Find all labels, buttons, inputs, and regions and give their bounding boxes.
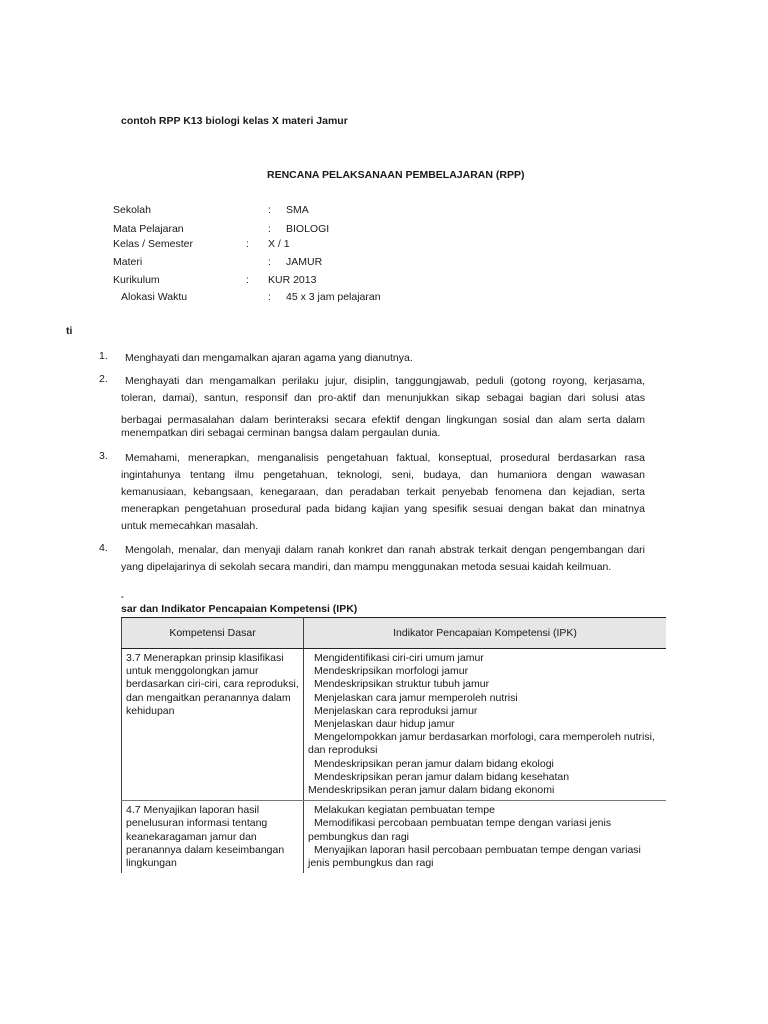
- column-header-kd: Kompetensi Dasar: [122, 618, 304, 649]
- identity-value-materi: JAMUR: [286, 256, 323, 268]
- indicator-item: Menjelaskan daur hidup jamur: [314, 718, 455, 731]
- indicator-item: Mendeskripsikan morfologi jamur: [314, 665, 469, 678]
- page-title: RENCANA PELAKSANAAN PEMBELAJARAN (RPP): [267, 169, 525, 181]
- table-section-title: sar dan Indikator Pencapaian Kompetensi (IPK): [121, 603, 358, 615]
- document-title: contoh RPP K13 biologi kelas X materi Jamur: [121, 115, 348, 127]
- table-row: [122, 801, 667, 874]
- competency-table: [121, 617, 666, 873]
- identity-colon: :: [246, 238, 249, 250]
- indicator-item: Melakukan kegiatan pembuatan tempe: [314, 804, 495, 817]
- section-heading-fragment: ti: [66, 325, 73, 337]
- identity-value-sekolah: SMA: [286, 204, 309, 216]
- indicator-item: Menyajikan laporan hasil percobaan pembuatan tempe dengan variasi jenis pembungkus dan ragi: [308, 843, 641, 870]
- identity-value-mata-pelajaran: BIOLOGI: [286, 223, 330, 235]
- column-header-ipk: Indikator Pencapaian Kompetensi (IPK): [304, 618, 667, 649]
- core-competency-3: Memahami, menerapkan, menganalisis pengetahuan faktual, konseptual, prosedural berdasarkan rasa ingintahunya tentang ilmu pengetahuan, teknologi, seni, budaya, dan humaniora dengan wawasan kemanusiaan, kebangsaan, kenegaraan, dan peradaban terkait penyebab fenomena dan kejadian, serta menerapkan pengetahuan prosedural pada bidang kajian yang spesifik sesuai dengan bakat dan minatnya untuk memecahkan masalah.: [121, 452, 645, 532]
- table-row: [122, 649, 667, 801]
- core-competency-1: Menghayati dan mengamalkan ajaran agama yang dianutnya.: [125, 352, 413, 364]
- identity-label-mata-pelajaran: Mata Pelajaran: [113, 223, 184, 235]
- core-competency-2-continued: berbagai permasalahan dalam berinteraksi secara efektif dengan lingkungan sosial dan alam serta dalam menempatkan diri sebagai cerminan bangsa dalam pergaulan dunia.: [121, 414, 645, 439]
- indicator-item: Mengidentifikasi ciri-ciri umum jamur: [314, 652, 484, 664]
- core-competency-2: Menghayati dan mengamalkan perilaku jujur, disiplin, tanggungjawab, peduli (gotong royong, kerjasama, toleran, damai), santun, responsif dan pro-aktif dan menunjukkan sikap sebagai bagian dari solusi atas: [121, 375, 645, 404]
- identity-colon: :: [268, 256, 271, 268]
- identity-label-alokasi-waktu: Alokasi Waktu: [121, 291, 188, 303]
- indicator-item: Mendeskripsikan peran jamur dalam bidang ekologi: [314, 757, 554, 770]
- identity-colon: :: [246, 274, 249, 286]
- identity-label-materi: Materi: [113, 256, 143, 268]
- core-competency-4: Mengolah, menalar, dan menyaji dalam ranah konkret dan ranah abstrak terkait dengan pengembangan dari yang dipelajarinya di sekolah secara mandiri, dan mampu menggunakan metoda sesuai kaidah keilmuan.: [121, 544, 645, 573]
- identity-value-kurikulum: KUR 2013: [268, 274, 317, 286]
- indicator-item: Memodifikasi percobaan pembuatan tempe dengan variasi jenis pembungkus dan ragi: [308, 817, 612, 843]
- indicator-item: Mendeskripsikan struktur tubuh jamur: [314, 678, 490, 691]
- identity-colon: :: [268, 204, 271, 216]
- indicator-item: Menjelaskan cara reproduksi jamur: [314, 704, 478, 717]
- identity-label-kurikulum: Kurikulum: [113, 274, 160, 286]
- identity-value-alokasi-waktu: 45 x 3 jam pelajaran: [286, 291, 381, 303]
- indicator-item: Mengelompokkan jamur berdasarkan morfologi, cara memperoleh nutrisi, dan reproduksi: [308, 731, 655, 757]
- identity-label-sekolah: Sekolah: [113, 204, 151, 216]
- indicator-item: Mendeskripsikan peran jamur dalam bidang ekonomi: [308, 784, 555, 797]
- kd-cell: 3.7 Menerapkan prinsip klasifikasi untuk menggolongkan jamur berdasarkan ciri-ciri, cara reproduksi, dan mengaitkan peranannya dalam kehidupan: [122, 649, 304, 801]
- identity-colon: :: [268, 291, 271, 303]
- identity-colon: :: [268, 223, 271, 235]
- indicator-item: Mendeskripsikan peran jamur dalam bidang kesehatan: [314, 770, 570, 783]
- list-number: 4.: [99, 542, 108, 554]
- list-number: 2.: [99, 373, 108, 385]
- ipk-cell: [304, 801, 667, 874]
- table-header-row: [122, 618, 667, 649]
- section-dash: -: [121, 592, 124, 601]
- list-number: 1.: [99, 350, 108, 362]
- kd-cell: 4.7 Menyajikan laporan hasil penelusuran informasi tentang keanekaragaman jamur dan peranannya dalam keseimbangan lingkungan: [122, 801, 304, 874]
- identity-label-kelas-semester: Kelas / Semester: [113, 238, 193, 250]
- list-number: 3.: [99, 450, 108, 462]
- identity-value-kelas-semester: X / 1: [268, 238, 290, 250]
- indicator-item: Menjelaskan cara jamur memperoleh nutrisi: [314, 691, 518, 704]
- ipk-cell: [304, 649, 667, 801]
